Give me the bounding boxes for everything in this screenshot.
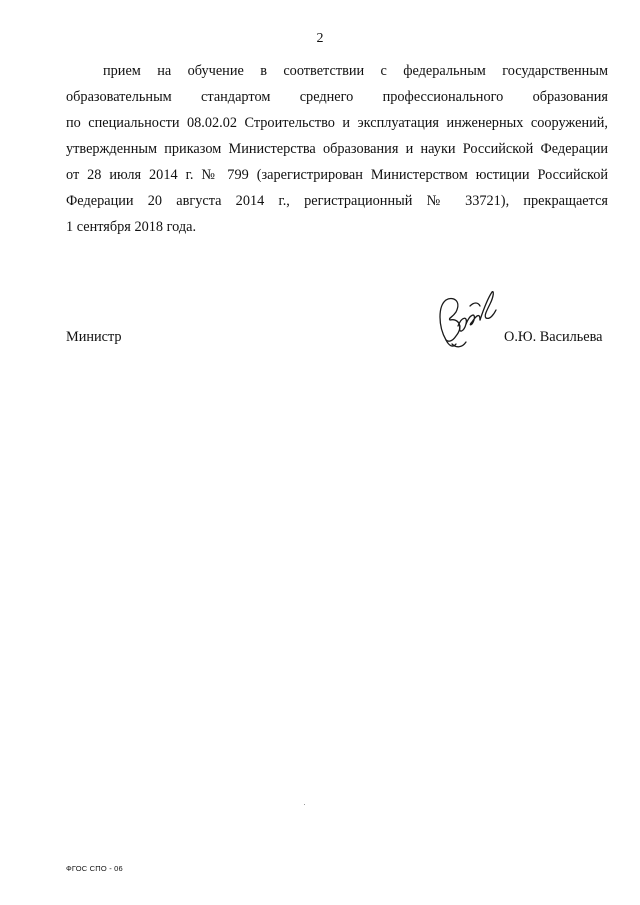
body-paragraph [66,58,608,240]
body-line: от 28 июля 2014 г. № 799 (зарегистрирован Министерством юстиции Российской [66,167,608,183]
signer-title: Министр [66,329,122,345]
page-number: 2 [316,31,324,46]
body-line: 1 сентября 2018 года. [66,219,197,235]
signer-name: О.Ю. Васильева [504,329,603,345]
scan-speck [304,804,305,805]
body-line: прием на обучение в соответствии с федеральным государственным [103,63,608,79]
handwritten-signature [432,286,502,352]
footer-code: ФГОС СПО - 06 [66,864,123,873]
body-line: по специальности 08.02.02 Строительство и эксплуатация инженерных сооружений, [66,115,608,131]
body-line: утвержденным приказом Министерства образования и науки Российской Федерации [66,141,608,157]
body-line: Федерации 20 августа 2014 г., регистрационный № 33721), прекращается [66,193,608,209]
body-line: образовательным стандартом среднего профессионального образования [66,89,608,105]
